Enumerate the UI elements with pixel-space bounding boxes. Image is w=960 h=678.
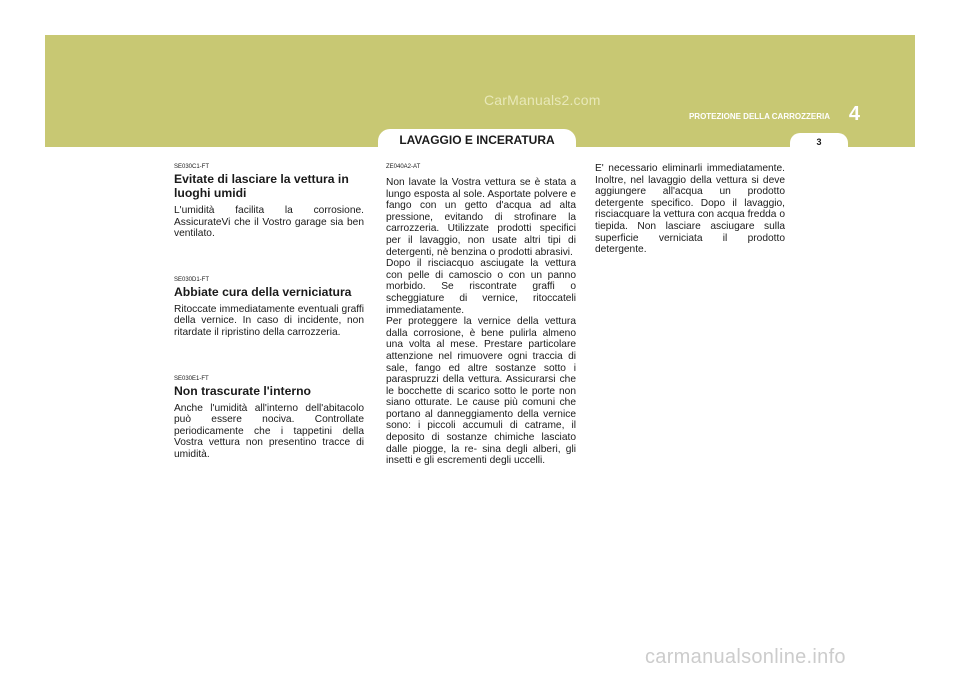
section-heading: Non trascurate l'interno xyxy=(174,383,311,398)
section-text: L'umidità facilita la corrosione. AssicurateVi che il Vostro garage sia ben ventilato. xyxy=(174,205,364,240)
section-text: Anche l'umidità all'interno dell'abitacolo può essere nociva. Controllate periodicamente che i tappetini della Vostra vettura non presentino tracce di umidità. xyxy=(174,402,364,460)
section-paint-care xyxy=(174,276,364,339)
washing-paragraph-2: Dopo il risciacquo asciugate la vettura con pelle di camoscio o con un panno morbido. Se riscontrate graffi o scheggiature di vernice, ritoccateli immediatamente. xyxy=(386,258,576,316)
right-column xyxy=(595,163,785,256)
middle-column xyxy=(386,163,576,467)
brand-watermark-top[interactable]: CarManuals2.com xyxy=(484,92,601,108)
section-heading: Evitate di lasciare la vettura in luoghi umidi xyxy=(174,172,349,200)
washing-paragraph-continued: E' necessario eliminarli immediatamente. Inoltre, nel lavaggio della vettura si deve aggiungere all'acqua un prodotto detergente specifico. Dopo il lavaggio, risciacquare la vettura con acqua fredda o tiepida. Non lasciare asciugare sulla superficie verniciata il prodotto detergente. xyxy=(595,163,785,256)
left-column xyxy=(174,163,364,497)
section-code: SE030C1-FT xyxy=(174,164,210,170)
section-humidity xyxy=(174,163,364,240)
section-interior xyxy=(174,375,364,461)
section-title: PROTEZIONE DELLA CARROZZERIA xyxy=(688,112,830,121)
section-text: Ritoccate immediatamente eventuali graffi della vernice. In caso di incidente, non ritardate il ripristino della carrozzeria. xyxy=(174,303,364,338)
washing-paragraph-1: Non lavate la Vostra vettura se è stata a lungo esposta al sole. Asportate polvere e fango con un getto d'acqua ad alta pressione, evitando di strofinare la carrozzeria. Utilizzate prodotti specifici per il lavaggio, non usate altri tipi di detergenti, nè benzina o prodotti abrasivi. xyxy=(386,177,576,258)
brand-watermark-bottom[interactable]: carmanualsonline.info xyxy=(645,646,846,668)
chapter-number: 4 xyxy=(848,103,860,125)
section-heading: Abbiate cura della verniciatura xyxy=(174,284,352,299)
washing-paragraph-3: Per proteggere la vernice della vettura dalla corrosione, è bene pulirla almeno una volta al mese. Prestare particolare attenzione nel rimuovere ogni traccia di sale, fango ed altre sostanze sotto i paraspruzzi della vettura. Assicurarsi che le bocchette di scarico sotto le porte non siano otturate. Le cause più comuni che portano al danneggiamento della vernice sono: i piccoli accumuli di catrame, il deposito di sostanze chimiche lasciato dalle piogge, la re- sina degli alberi, gli insetti e gli escrementi degli uccelli. xyxy=(386,316,576,467)
section-code: ZE040A2-AT xyxy=(386,164,421,170)
page-number: 3 xyxy=(790,133,848,151)
page-title-tab: LAVAGGIO E INCERATURA xyxy=(378,129,576,151)
section-code: SE030D1-FT xyxy=(174,276,210,283)
section-code: SE030E1-FT xyxy=(174,375,209,382)
